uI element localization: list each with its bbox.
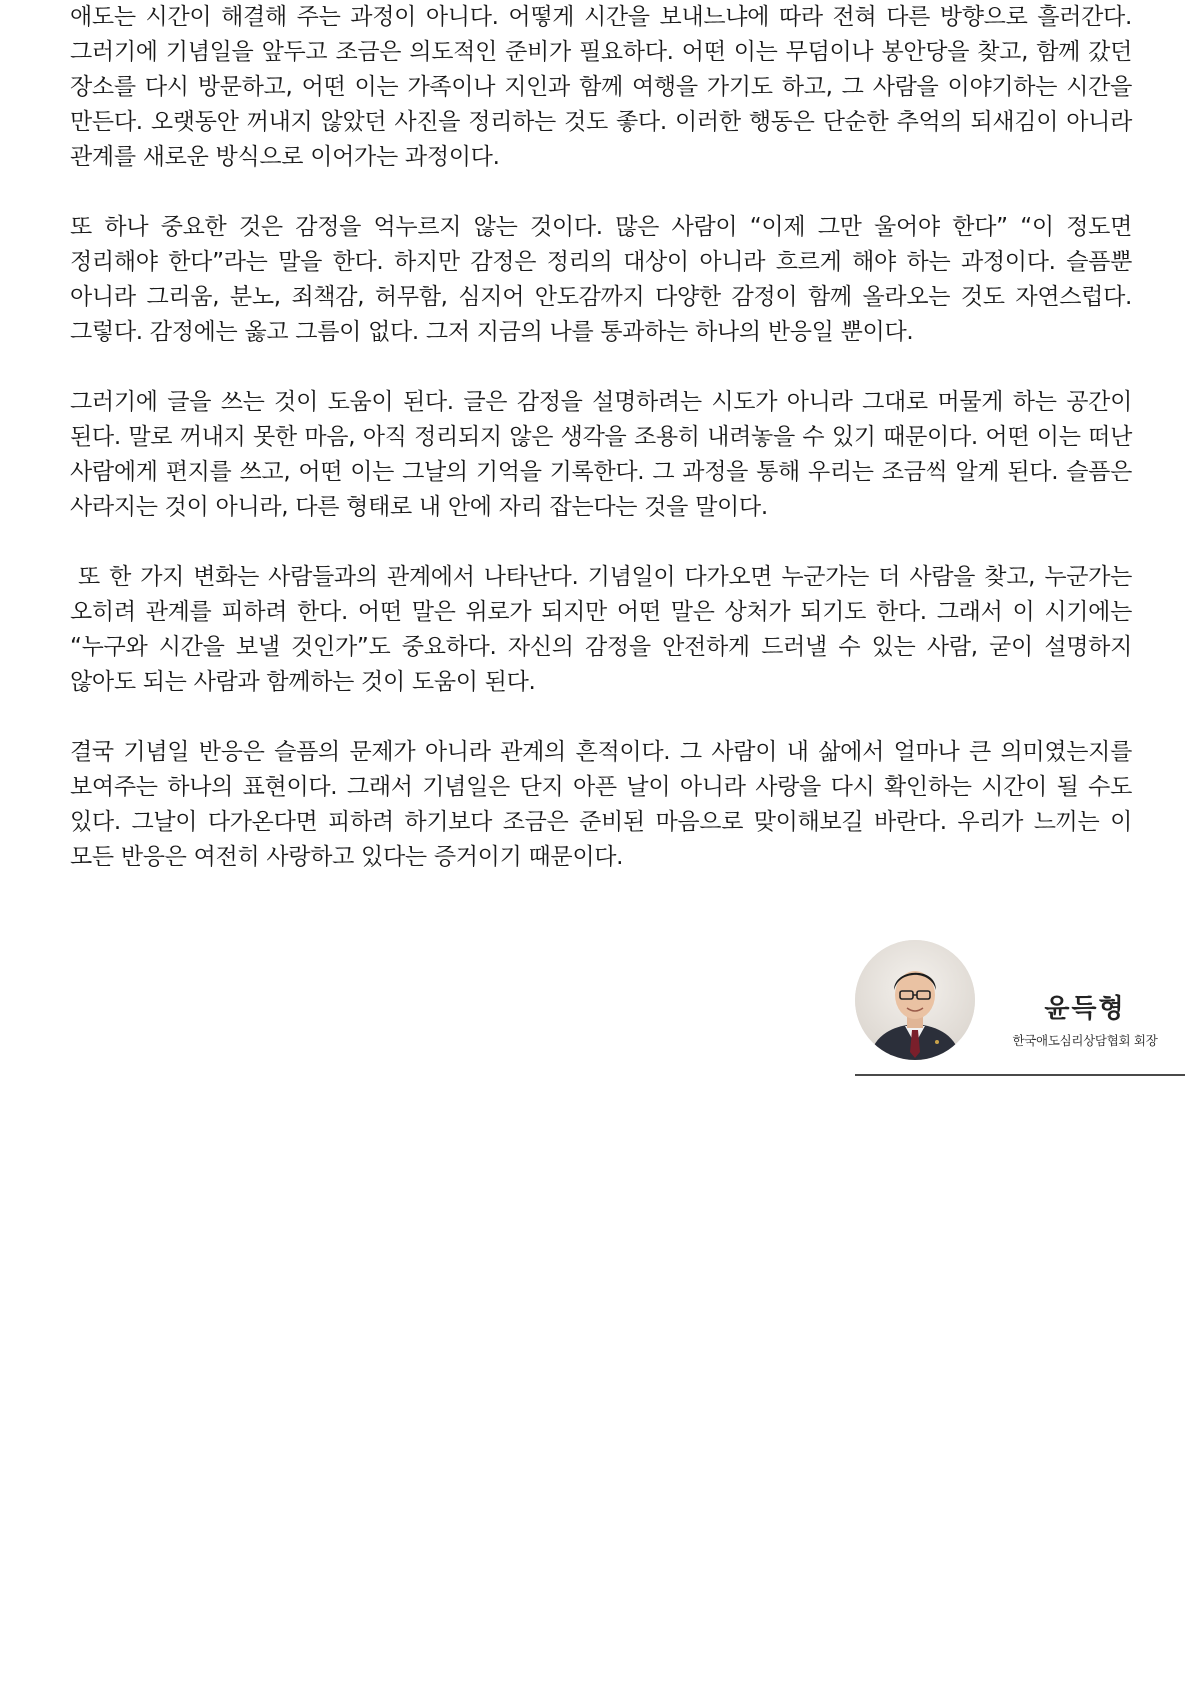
paragraph-5: 결국 기념일 반응은 슬픔의 문제가 아니라 관계의 흔적이다. 그 사람이 내 삶에서 얼마나 큰 의미였는지를 보여주는 하나의 표현이다. 그래서 기념일은 단지 아픈 날이 아니라 사랑을 다시 확인하는 시간이 될 수도 있다. 그날이 다가온다면 피하려 하기보다 조금은 준비된 마음으로 맞이해보길 바란다. 우리가 느끼는 이 모든 반응은 여전히 사랑하고 있다는 증거이기 때문이다. [70, 739, 1132, 870]
paragraph-1: 애도는 시간이 해결해 주는 과정이 아니다. 어떻게 시간을 보내느냐에 따라 전혀 다른 방향으로 흘러간다. 그러기에 기념일을 앞두고 조금은 의도적인 준비가 필요하다. 어떤 이는 무덤이나 봉안당을 찾고, 함께 갔던 장소를 다시 방문하고, 어떤 이는 가족이나 지인과 함께 여행을 가기도 하고, 그 사람을 이야기하는 시간을 만든다. 오랫동안 꺼내지 않았던 사진을 정리하는 것도 좋다. 이러한 행동은 단순한 추억의 되새김이 아니라 관계를 새로운 방식으로 이어가는 과정이다. [70, 4, 1132, 170]
author-byline [855, 940, 1185, 1075]
divider [855, 1074, 1185, 1076]
article-body [70, 0, 1132, 910]
paragraph-3: 그러기에 글을 쓰는 것이 도움이 된다. 글은 감정을 설명하려는 시도가 아니라 그대로 머물게 하는 공간이 된다. 말로 꺼내지 못한 마음, 아직 정리되지 않은 생각을 조용히 내려놓을 수 있기 때문이다. 어떤 이는 떠난 사람에게 편지를 쓰고, 어떤 이는 그날의 기억을 기록한다. 그 과정을 통해 우리는 조금씩 알게 된다. 슬픔은 사라지는 것이 아니라, 다른 형태로 내 안에 자리 잡는다는 것을 말이다. [70, 389, 1132, 520]
author-name: 윤득형 [1044, 994, 1126, 1024]
paragraph-2: 또 하나 중요한 것은 감정을 억누르지 않는 것이다. 많은 사람이 “이제 그만 울어야 한다” “이 정도면 정리해야 한다”라는 말을 한다. 하지만 감정은 정리의 대상이 아니라 흐르게 해야 하는 과정이다. 슬픔뿐 아니라 그리움, 분노, 죄책감, 허무함, 심지어 안도감까지 다양한 감정이 함께 올라오는 것도 자연스럽다. 그렇다. 감정에는 옳고 그름이 없다. 그저 지금의 나를 통과하는 하나의 반응일 뿐이다. [70, 214, 1132, 345]
author-photo [855, 940, 975, 1060]
paragraph-4: 또 한 가지 변화는 사람들과의 관계에서 나타난다. 기념일이 다가오면 누군가는 더 사람을 찾고, 누군가는 오히려 관계를 피하려 한다. 어떤 말은 위로가 되지만 어떤 말은 상처가 되기도 한다. 그래서 이 시기에는 “누구와 시간을 보낼 것인가”도 중요하다. 자신의 감정을 안전하게 드러낼 수 있는 사람, 굳이 설명하지 않아도 되는 사람과 함께하는 것이 도움이 된다. [70, 564, 1132, 695]
author-title: 한국애도심리상담협회 회장 [1012, 1033, 1158, 1048]
